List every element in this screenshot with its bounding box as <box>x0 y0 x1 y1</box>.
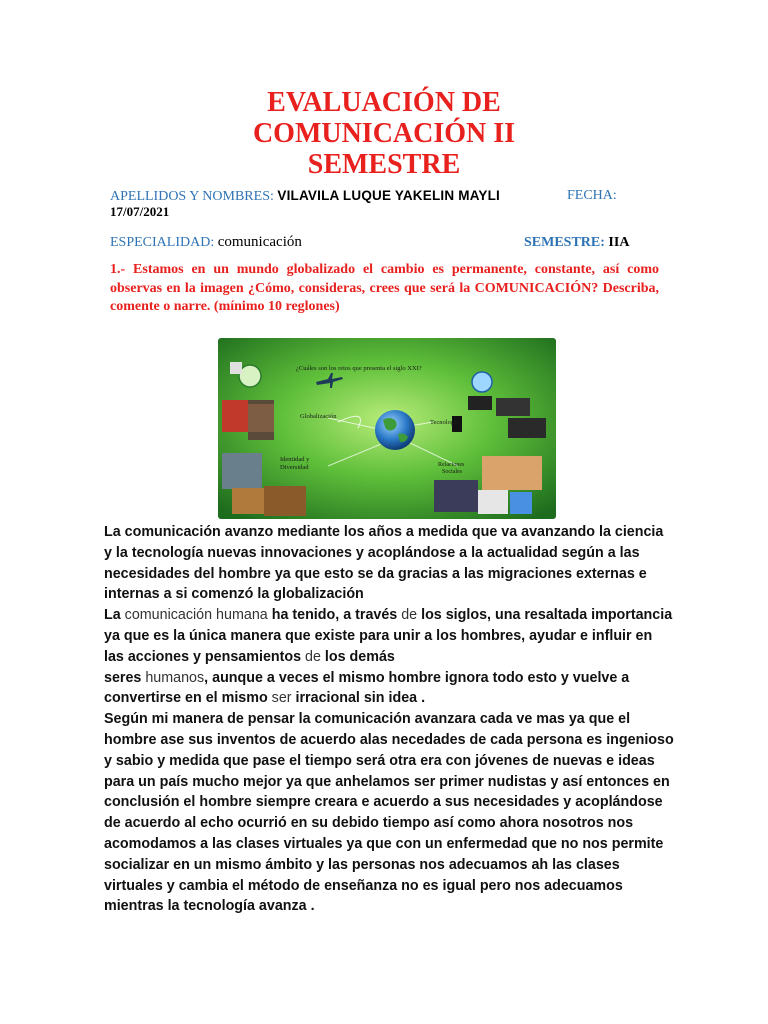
semester-value: IIA <box>608 235 630 250</box>
laptop-2-icon <box>508 418 546 438</box>
label-identidad-2: Diversidad <box>280 464 309 471</box>
social-network-photo <box>478 490 508 514</box>
specialty-value: comunicación <box>217 234 302 250</box>
name-label: APELLIDOS Y NOMBRES: <box>110 189 274 204</box>
date-label: FECHA: <box>567 188 617 203</box>
label-relaciones-2: Sociales <box>442 469 462 475</box>
specialty-label: ESPECIALIDAD: <box>110 235 215 250</box>
answer-paragraph-4: Según mi manera de pensar la comunicación avanzara cada ve mas ya que el hombre ase sus inventos de acuerdo alas necedades de cada persona es ingenioso y sabio y medida que pase el tiempo será otra era con jóvenes de nuevas e ideas para un país mucho mejor ya que anhelamos ser primer nudistas y así entonces en conclusión el hombre siempre creara e acuerdo a sus necesidades y acoplándose de acuerdo al echo ocurrió en su debido tiempo así como ahora nosotros nos acomodamos a las clases virtuales ya que con un enfermedad que no nos permite socializar en un mismo ámbito y las personas nos adecuamos ah las clases virtuales y cambia el método de enseñanza no es igual pero nos adecuamos mientras la tecnología avanza . <box>104 711 674 915</box>
document-title <box>0 87 768 180</box>
crowd-photo <box>264 486 306 516</box>
friends-photo <box>482 456 542 490</box>
question-text: 1.- Estamos en un mundo globalizado el cambio es permanente, constante, así como observas en la imagen ¿Cómo, consideras, crees que será la COMUNICACIÓN? Describa, comente o narre. (mínimo 10 reglones) <box>110 262 659 314</box>
name-value: VILAVILA LUQUE YAKELIN MAYLI <box>277 188 501 203</box>
laptop-icon <box>496 398 530 416</box>
label-globalizacion: Globalización <box>300 413 337 420</box>
flag-photo <box>222 400 248 432</box>
answer-paragraph-1: La comunicación avanzo mediante los años a medida que va avanzando la ciencia y la tecnología nuevas innovaciones y acoplándose a la actualidad según a las necesidades del hombre ya que esto se da gracias a las migraciones externas e internas a si comenzó la globalización <box>104 524 664 603</box>
group-photo <box>434 480 478 512</box>
specialty-row <box>110 234 302 251</box>
semester-row <box>524 235 629 251</box>
figure-heading: ¿Cuáles son los retos que presenta el siglo XXI? <box>296 365 422 372</box>
semester-label: SEMESTRE: <box>524 235 605 250</box>
answer-body <box>104 522 674 917</box>
challenges-figure <box>218 338 556 519</box>
people-photo <box>222 453 262 489</box>
title-line-3: SEMESTRE <box>307 149 461 180</box>
monitor-icon <box>468 396 492 410</box>
date-label-wrap <box>567 188 617 204</box>
title-line-2: COMUNICACIÓN II <box>252 118 516 149</box>
label-tecnologia: Tecnología <box>430 419 459 426</box>
title-line-1: EVALUACIÓN DE <box>267 87 501 118</box>
globe-icon <box>375 410 415 450</box>
date-value: 17/07/2021 <box>110 204 170 219</box>
recycle-icon <box>239 365 261 387</box>
satellite-icon <box>230 362 242 374</box>
label-relaciones-1: Relaciones <box>438 462 465 468</box>
internet-icon <box>472 372 492 392</box>
answer-paragraph-2: La comunicación humana ha tenido, a través de los siglos, una resaltada importancia ya que es la única manera que existe para unir a los hombres, ayudar e influir en las acciones y pensamientos de los demás <box>104 607 673 665</box>
answer-paragraph-3: seres humanos, aunque a veces el mismo hombre ignora todo esto y vuelve a convertirse en el mismo ser irracional sin idea . <box>104 669 630 707</box>
name-row <box>110 188 500 205</box>
figure-svg <box>218 338 556 519</box>
label-identidad-1: Identidad y <box>280 456 310 463</box>
